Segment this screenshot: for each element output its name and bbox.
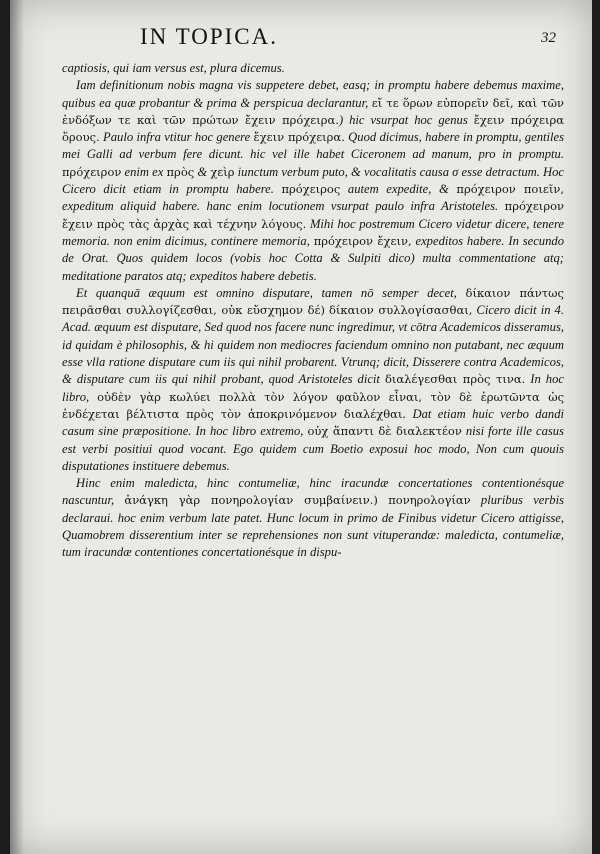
latin-text: Cicero dicit in 4. Acad. æquum est disputare, Sed quod nos facere nunc ingredimur, vt cōtra Academicos disseramus, id quidam è philosophis, & hi quidem non mediocres faciendum omnino non putabant, nec æquum esse vlla ratione disputare cum iis qui nihil probarent. Vtrunq; dicit, Disserere contra Academicos, & disputare cum iis qui nihil probant, quod Aristoteles dicit [62,303,564,387]
page-number: 32 [541,30,556,46]
greek-quotation: πρόχειρον ποιεῖν, [456,182,564,197]
greek-quotation: πρόχειρον ἔχειν πρὸς τὰς ἀρχὰς καὶ τέχνην λόγους. [62,199,564,231]
greek-quotation: πρόχειρον ἔχειν, [313,233,412,248]
paragraph [62,475,564,561]
running-title: IN TOPICA. [140,24,278,49]
greek-quotation: οὐδὲν γὰρ κωλύει πολλὰ τὸν λόγον φαῦλον εἶναι, τὸν δὲ ἐρωτῶντα ὡς ἐνδέχεται βέλτιστα πρὸς τὸν ἀποκρινόμενον διαλέχθαι. [62,389,565,421]
latin-text: expeditum aliquid habere. hanc enim locutionem vsurpat paulo infra Aristoteles. [62,199,505,214]
latin-text: autem expedite, & [340,182,457,197]
latin-text: Quod dicimus, habere in promptu, gentiles mei Galli ad verbum fere dicunt. hic vel ille habet Ciceronem ad manum, pro in promptu. [62,130,564,162]
greek-quotation: πρὸς [166,164,195,179]
latin-text: nisi forte ille casus est verbi positiui quod vocant. Ego quidem cum Boetio exposui hoc modo, Non cum quouis disputationes instituere debemus. [62,424,564,473]
latin-text: enim ex [121,164,167,179]
paragraph [62,60,564,77]
latin-text: & [194,164,211,179]
greek-quotation: ἔχειν πρόχειρα. [253,130,345,145]
latin-text: Dat etiam huic verbo dandi casum sine præpositione. In hoc libro extremo, [62,406,564,439]
latin-text [378,493,388,507]
body-text [62,60,564,562]
latin-text: In hoc libro, [62,372,564,404]
greek-quotation: ἔχειν πρόχειρα ὅρους. [62,112,564,145]
latin-text: expeditos habere. In secundo de Orat. Quos quidem locos (vobis hoc Cotta & Sulpiti dico) multa commentatione atq; meditatione paratos atq; expeditos habere debetis. [62,233,564,283]
greek-quotation: εἴ τε ὅρων εὐπορεῖν δεῖ, καὶ τῶν ἐνδόξων τε καὶ τῶν πρώτων ἔχειν πρόχειρα. [62,95,564,127]
latin-text: iunctum verbum puto, & vocalitatis causa σ esse detractum. Hoc Cicero dicit etiam in promptu habere. [62,164,565,197]
greek-quotation: πρόχειρον [62,164,122,179]
page-gutter-shadow [10,0,24,854]
latin-text: Iam definitionum nobis magna vis suppetere debet, easq; in promptu habere debemus maxime, quibus ea quæ probantur & prima & perspicua declarantur, [62,78,564,110]
greek-quotation: δίκαιον πάντως πειρᾶσθαι συλλογίζεσθαι, οὐκ εὔσχημον δέ) [62,285,564,318]
page-header [10,24,592,54]
greek-quotation: πονηρολογίαν [388,493,471,508]
latin-text: Hinc enim maledicta, hinc contumeliæ, hinc iracundæ concertationes contentionésque nascuntur, [62,476,564,508]
latin-text: ) hic vsurpat hoc genus [338,112,474,127]
latin-text: pluribus verbis declaraui. hoc enim verbum late patet. Hunc locum in primo de Finibus videtur Cicero attigisse, Quamobrem disserentium inter se reprehensiones non sunt vituperandæ: maledicta, contumeliæ, tum iracundæ contentiones concertationésque in dispu- [62,493,564,560]
greek-quotation: δίκαιον συλλογίσασθαι, [328,303,473,318]
paragraph [62,285,564,475]
greek-quotation: οὐχ ἅπαντι δὲ διαλεκτέον [307,424,462,439]
greek-quotation: χεὶρ [210,164,235,179]
latin-text: Mihi hoc postremum Cicero videtur dicere, tenere memoria. non enim dicimus, continere memoria, [62,216,565,248]
greek-quotation: διαλέγεσθαι πρὸς τινα. [384,372,526,387]
latin-text: Paulo infra vtitur hoc genere [99,130,254,145]
latin-text: captiosis, qui iam versus est, plura dicemus. [62,61,285,75]
latin-text: Et quanquā æquum est omnino disputare, tamen nō semper decet, [76,285,466,300]
paragraph [62,77,564,285]
greek-quotation: πρόχειρος [281,182,341,197]
greek-quotation: ἀνάγκη γὰρ πονηρολογίαν συμβαίνειν.) [124,493,378,508]
book-page [10,0,592,854]
